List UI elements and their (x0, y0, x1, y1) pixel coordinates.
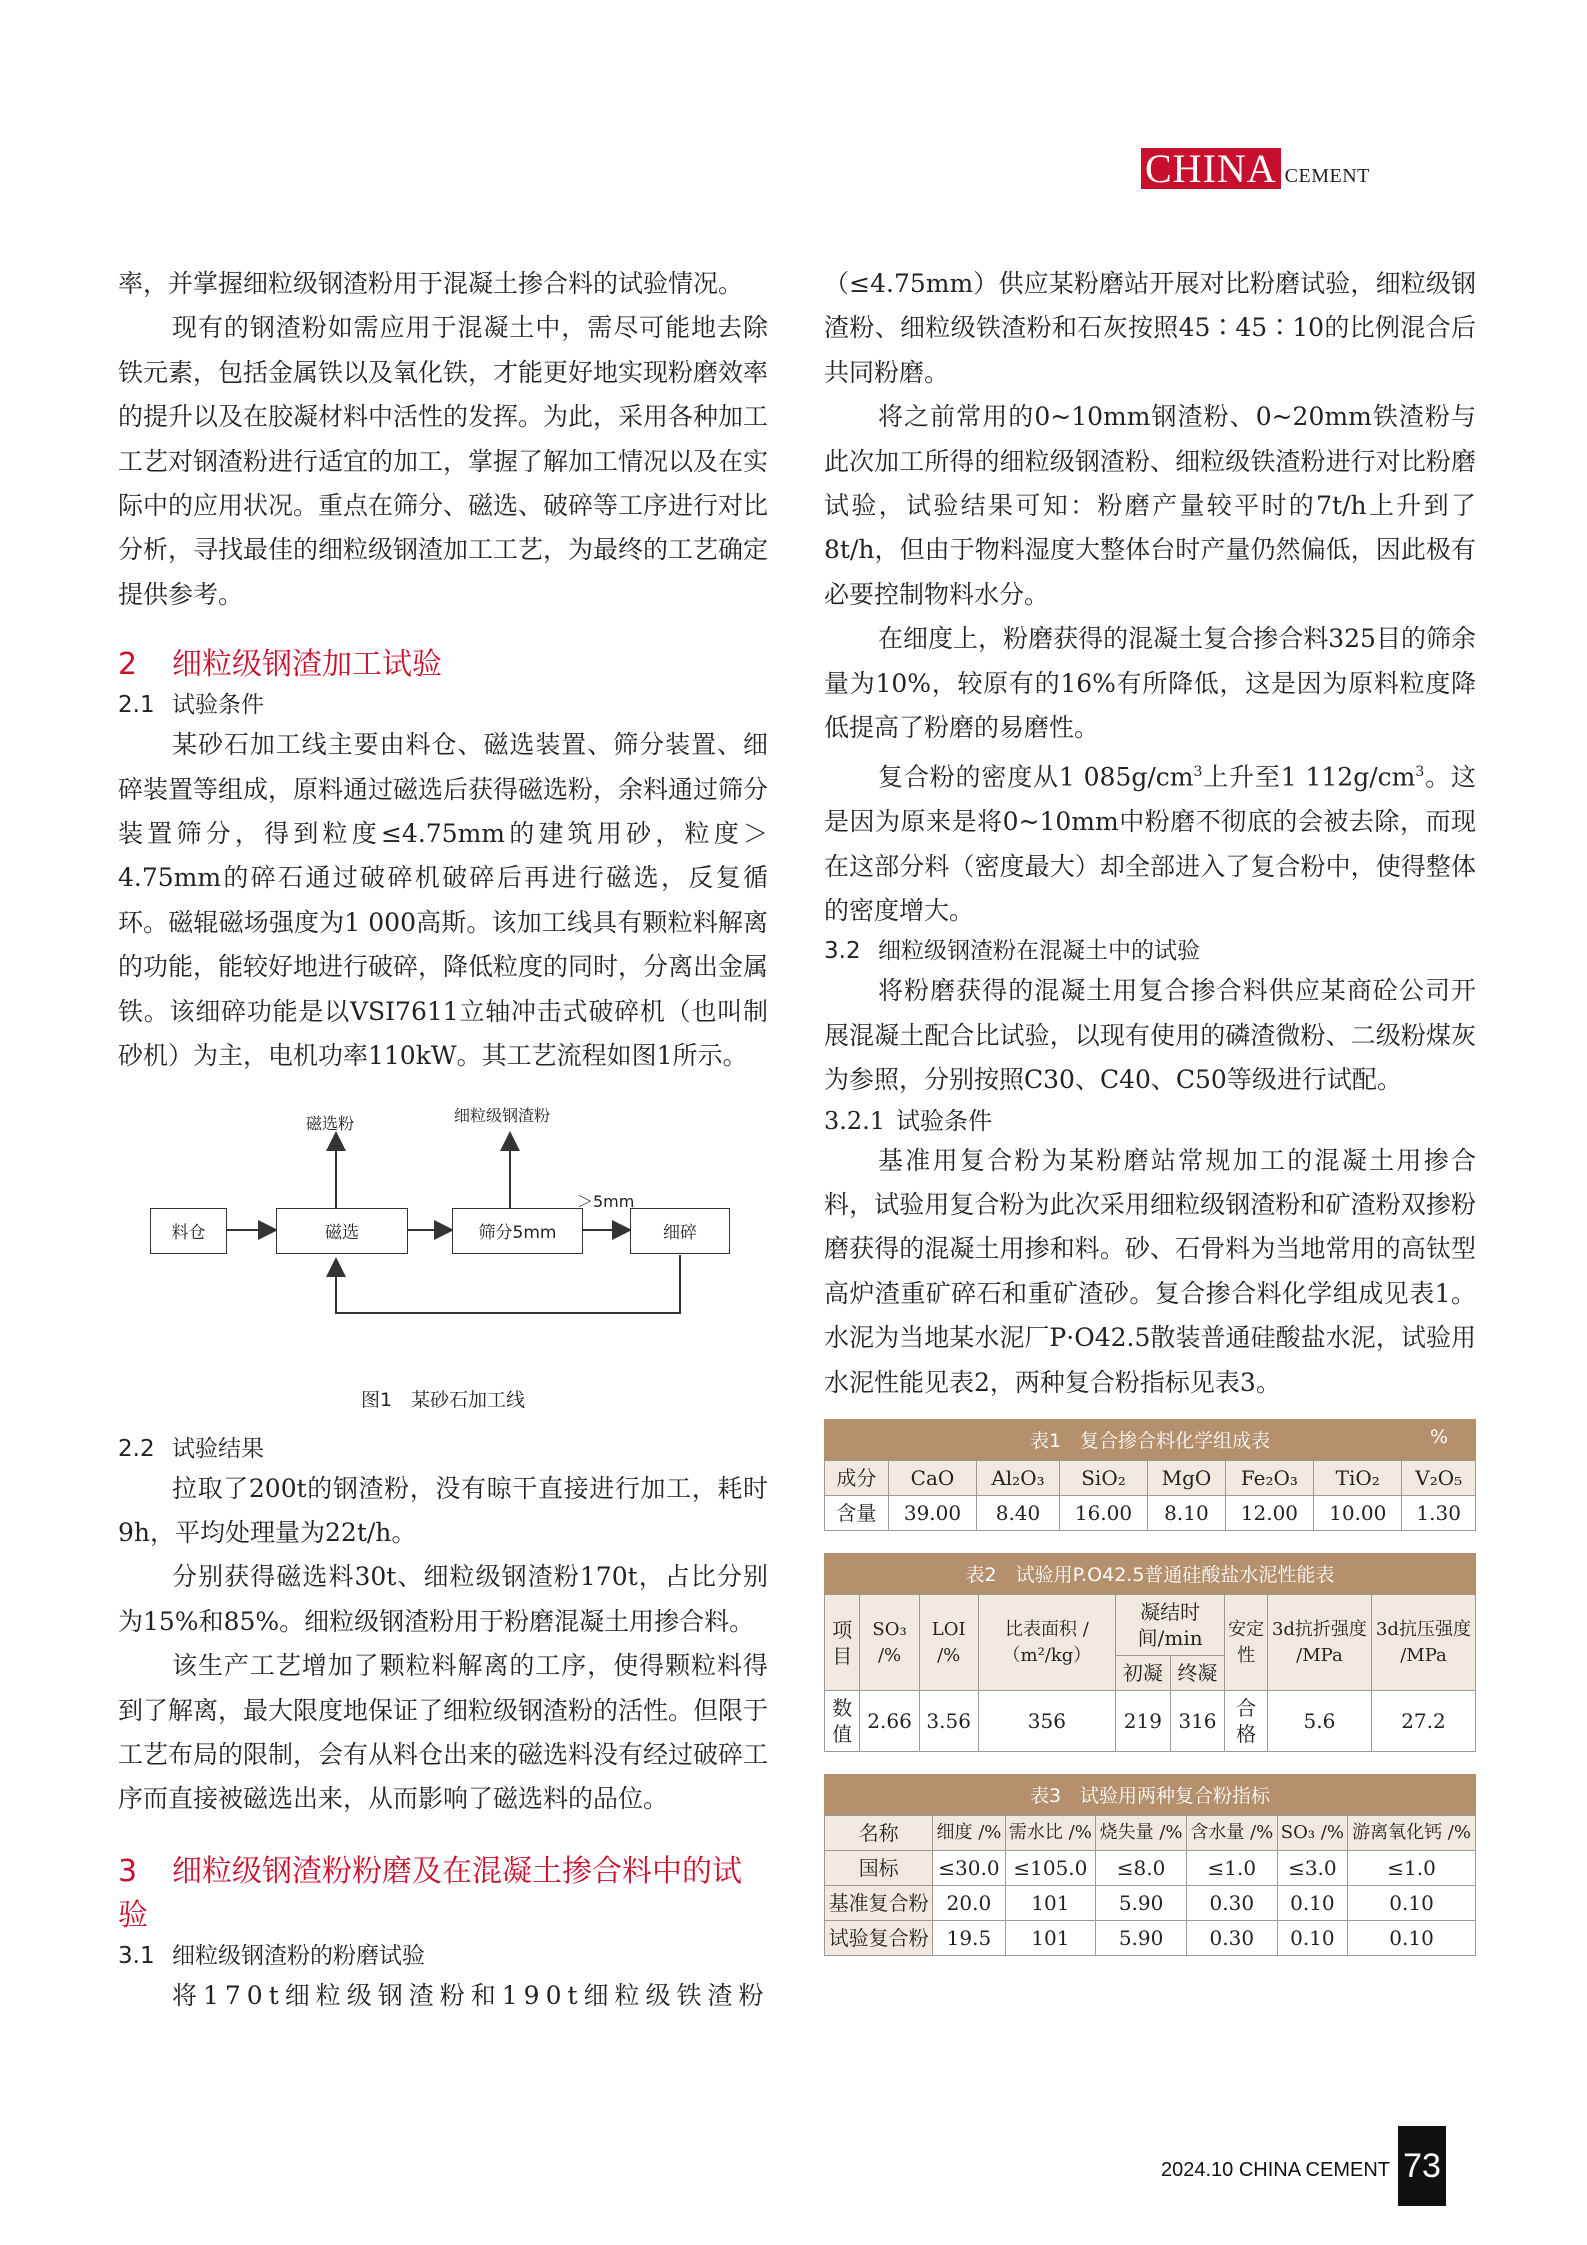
table-cell: 凝结时间/min (1116, 1595, 1225, 1656)
table-cell: 国标 (825, 1851, 933, 1886)
table-cell: 烧失量 /% (1096, 1816, 1187, 1851)
table-cell: MgO (1148, 1461, 1226, 1496)
right-column (824, 262, 1476, 1956)
table-cell: V₂O₅ (1402, 1461, 1476, 1496)
table-3-caption: 表3 试验用两种复合粉指标 (824, 1774, 1476, 1815)
issue-label: 2024.10 CHINA CEMENT (1161, 2158, 1390, 2181)
table-cell: 项目 (825, 1595, 860, 1691)
table-cell: 316 (1170, 1691, 1225, 1752)
table-1 (824, 1419, 1476, 1531)
subsection-heading: 2.2 试验结果 (118, 1435, 264, 1462)
flow-label-gt5: ＞5mm (577, 1191, 635, 1211)
table-cell: 数值 (825, 1691, 860, 1752)
table-1-caption: 表1 复合掺合料化学组成表 % (824, 1419, 1476, 1460)
table-cell: 细度 /% (933, 1816, 1005, 1851)
table-cell: 101 (1005, 1886, 1096, 1921)
table-cell: 5.90 (1096, 1886, 1187, 1921)
table-cell: 356 (978, 1691, 1115, 1752)
table-cell: 初凝 (1116, 1656, 1171, 1691)
table-cell: 0.10 (1348, 1886, 1476, 1921)
flow-output-fine: 细粒级钢渣粉 (454, 1105, 551, 1125)
table-cell: 20.0 (933, 1886, 1005, 1921)
table-cell: 8.40 (977, 1496, 1060, 1531)
table-cell: 219 (1116, 1691, 1171, 1752)
table-cell: 安定性 (1225, 1595, 1268, 1691)
page-footer (1161, 2134, 1446, 2206)
table-cell: LOI /% (919, 1595, 978, 1691)
table-cell: 0.10 (1277, 1886, 1347, 1921)
logo-brand: CHINA (1141, 148, 1281, 189)
table-cell: 0.10 (1348, 1921, 1476, 1956)
table-cell: 含量 (825, 1496, 889, 1531)
table-cell: 3d抗折强度 /MPa (1267, 1595, 1371, 1691)
table-cell: 1.30 (1402, 1496, 1476, 1531)
flow-box-bin: 料仓 (150, 1208, 227, 1254)
flow-box-crush: 细碎 (630, 1208, 730, 1254)
table-cell: Fe₂O₃ (1225, 1461, 1313, 1496)
flow-box-magnet: 磁选 (276, 1208, 408, 1254)
flow-box-screen: 筛分5mm (452, 1208, 583, 1254)
table-header-row (825, 1595, 1476, 1656)
paragraph: 在细度上，粉磨获得的混凝土复合掺合料325目的筛余量为10%，较原有的16%有所降低，这是因为原料粒度降低提高了粉磨的易磨性。 (824, 624, 1476, 743)
flow-output-magnet: 磁选粉 (306, 1113, 355, 1133)
table-cell: 终凝 (1170, 1656, 1225, 1691)
paragraph: 拉取了200t的钢渣粉，没有晾干直接进行加工，耗时9h，平均处理量为22t/h。 (118, 1473, 768, 1547)
table-cell: 3d抗压强度 /MPa (1371, 1595, 1475, 1691)
table-cell: 0.10 (1277, 1921, 1347, 1956)
table-cell: 8.10 (1148, 1496, 1226, 1531)
figure-caption: 图1 某砂石加工线 (360, 1388, 526, 1411)
paragraph: 现有的钢渣粉如需应用于混凝土中，需尽可能地去除铁元素，包括金属铁以及氧化铁，才能更好地实现粉磨效率的提升以及在胶凝材料中活性的发挥。为此，采用各种加工工艺对钢渣粉进行适宜的加工，掌握了解加工情况以及在实际中的应用状况。重点在筛分、磁选、破碎等工序进行对比分析，寻找最佳的细粒级钢渣加工工艺，为最终的工艺确定提供参考。 (118, 313, 769, 609)
paragraph: 分别获得磁选料30t、细粒级钢渣粉170t，占比分别为15%和85%。细粒级钢渣粉用于粉磨混凝土用掺合料。 (118, 1562, 768, 1636)
table-cell: 基准复合粉 (825, 1886, 933, 1921)
table-3 (824, 1774, 1476, 1956)
table-cell: 101 (1005, 1921, 1096, 1956)
paragraph: 将粉磨获得的混凝土用复合掺合料供应某商砼公司开展混凝土配合比试验，以现有使用的磷渣微粉、二级粉煤灰为参照，分别按照C30、C40、C50等级进行试配。 (824, 976, 1476, 1095)
table-cell: SO₃ /% (860, 1595, 919, 1691)
table-cell: CaO (888, 1461, 976, 1496)
table-cell: 27.2 (1371, 1691, 1475, 1752)
table-cell: ≤1.0 (1348, 1851, 1476, 1886)
table-cell: ≤30.0 (933, 1851, 1005, 1886)
table-cell: ≤1.0 (1186, 1851, 1277, 1886)
paragraph: （≤4.75mm）供应某粉磨站开展对比粉磨试验，细粒级钢渣粉、细粒级铁渣粉和石灰按照45∶45∶10的比例混合后共同粉磨。 (824, 269, 1476, 387)
subsection-heading: 3.2 细粒级钢渣粉在混凝土中的试验 (824, 938, 1200, 965)
table-cell: 19.5 (933, 1921, 1005, 1956)
table-cell: 0.30 (1186, 1921, 1277, 1956)
table-cell: 39.00 (888, 1496, 976, 1531)
table-cell: 16.00 (1059, 1496, 1147, 1531)
table-cell: 名称 (825, 1816, 933, 1851)
table-cell: TiO₂ (1314, 1461, 1402, 1496)
left-column (118, 262, 768, 2018)
paragraph: 复合粉的密度从1 $085g/cm^3$上升至1 $112g/cm^3$。这是因为原来是将0~10mm中粉磨不彻底的会被去除，而现在这部分料（密度最大）却全部进入了复合粉中，使得整体的密度增大。 (824, 762, 1476, 926)
table-cell: 2.66 (860, 1691, 919, 1752)
subsubsection-heading: 3.2.1 试验条件 (824, 1106, 992, 1135)
table-cell: 合格 (1225, 1691, 1268, 1752)
journal-logo (1141, 148, 1370, 189)
table-cell: ≤3.0 (1277, 1851, 1347, 1886)
table-cell: 10.00 (1314, 1496, 1402, 1531)
table-cell: 需水比 /% (1005, 1816, 1096, 1851)
table-cell: 5.90 (1096, 1921, 1187, 1956)
section-heading: 2 细粒级钢渣加工试验 (118, 647, 442, 683)
table-cell: 成分 (825, 1461, 889, 1496)
process-flow-figure (118, 1093, 768, 1415)
table-cell: SO₃ /% (1277, 1816, 1347, 1851)
table-2 (824, 1553, 1476, 1752)
table-cell: 3.56 (919, 1691, 978, 1752)
table-2-caption: 表2 试验用P.O42.5普通硅酸盐水泥性能表 (824, 1553, 1476, 1594)
table-header-row (825, 1816, 1476, 1851)
paragraph: 将之前常用的0~10mm钢渣粉、0~20mm铁渣粉与此次加工所得的细粒级钢渣粉、细粒级铁渣粉进行对比粉磨试验，试验结果可知：粉磨产量较平时的7t/h上升到了8t/h，但由于物料湿度大整体台时产量仍然偏低，因此极有必要控制物料水分。 (824, 402, 1476, 609)
table-cell: 含水量 /% (1186, 1816, 1277, 1851)
table-cell: ≤105.0 (1005, 1851, 1096, 1886)
paragraph: 基准用复合粉为某粉磨站常规加工的混凝土用掺合料，试验用复合粉为此次采用细粒级钢渣粉和矿渣粉双掺粉磨获得的混凝土用掺和料。砂、石骨料为当地常用的高钛型高炉渣重矿碎石和重矿渣砂。复合掺合料化学组成见表1。水泥为当地某水泥厂P·O42.5散装普通硅酸盐水泥，试验用水泥性能见表2，两种复合粉指标见表3。 (824, 1145, 1476, 1397)
table-row (825, 1496, 1476, 1531)
table-row (825, 1691, 1476, 1752)
section-heading: 3 细粒级钢渣粉粉磨及在混凝土掺合料中的试验 (118, 1853, 742, 1933)
table-cell: Al₂O₃ (977, 1461, 1060, 1496)
table-cell: 试验复合粉 (825, 1921, 933, 1956)
table-header-row (825, 1461, 1476, 1496)
table-cell: 比表面积 /（m²/kg） (978, 1595, 1115, 1691)
subsection-heading: 3.1 细粒级钢渣粉的粉磨试验 (118, 1942, 425, 1969)
subsection-heading: 2.1 试验条件 (118, 692, 264, 719)
page-number: 73 (1398, 2126, 1446, 2206)
table-cell: 0.30 (1186, 1886, 1277, 1921)
paragraph: 某砂石加工线主要由料仓、磁选装置、筛分装置、细碎装置等组成，原料通过磁选后获得磁选粉，余料通过筛分装置筛分，得到粒度≤4.75mm的建筑用砂，粒度＞4.75mm的碎石通过破碎机破碎后再进行磁选，反复循环。磁辊磁场强度为1 000高斯。该加工线具有颗粒料解离的功能，能较好地进行破碎，降低粒度的同时，分离出金属铁。该细碎功能是以VSI7611立轴冲击式破碎机（也叫制砂机）为主，电机功率110kW。其工艺流程如图1所示。 (118, 730, 769, 1071)
table-row (825, 1921, 1476, 1956)
table-cell: SiO₂ (1059, 1461, 1147, 1496)
logo-sub: CEMENT (1284, 165, 1370, 187)
paragraph: 该生产工艺增加了颗粒料解离的工序，使得颗粒料得到了解离，最大限度地保证了细粒级钢渣粉的活性。但限于工艺布局的限制，会有从料仓出来的磁选料没有经过破碎工序而直接被磁选出来，从而影响了磁选料的品位。 (118, 1651, 769, 1814)
paragraph: 率，并掌握细粒级钢渣粉用于混凝土掺合料的试验情况。 (118, 269, 744, 298)
table-row (825, 1851, 1476, 1886)
table-cell: ≤8.0 (1096, 1851, 1187, 1886)
table-row (825, 1886, 1476, 1921)
table-cell: 12.00 (1225, 1496, 1313, 1531)
table-cell: 5.6 (1267, 1691, 1371, 1752)
table-cell: 游离氧化钙 /% (1348, 1816, 1476, 1851)
paragraph: 将170t细粒级钢渣粉和190t细粒级铁渣粉 (172, 1980, 770, 2010)
